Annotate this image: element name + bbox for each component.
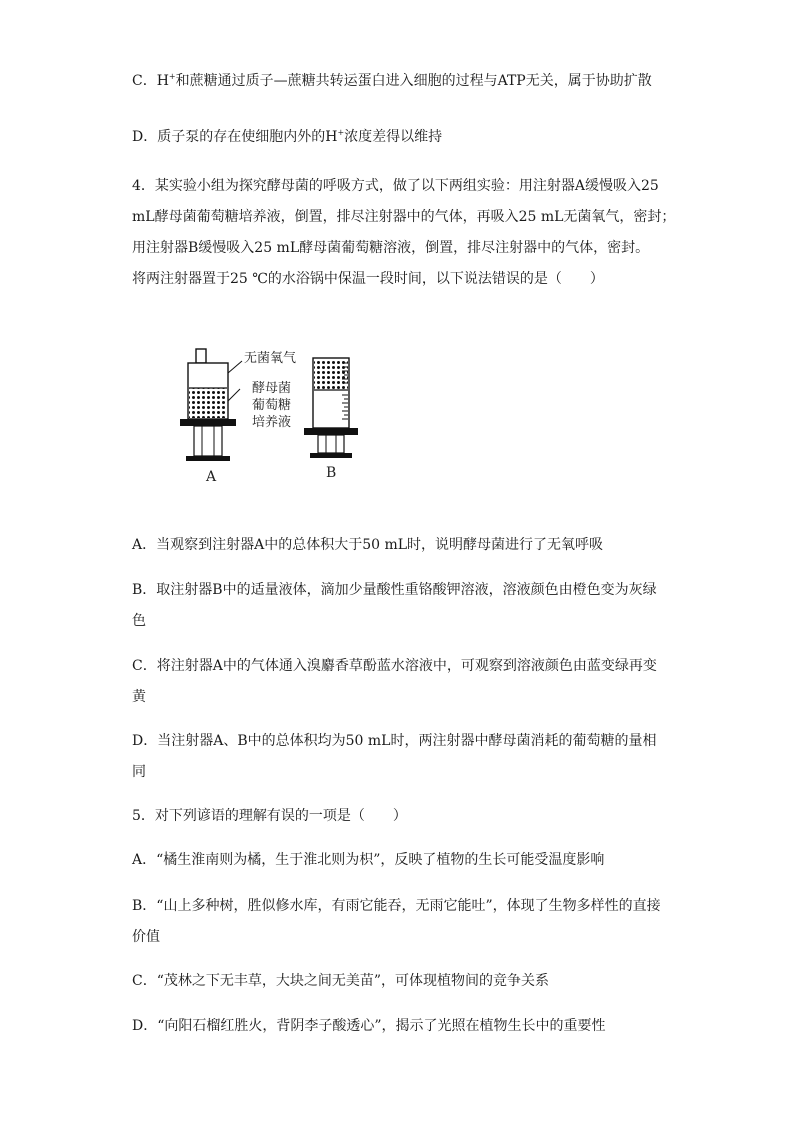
q3-option-d-part1: D．质子泵的存在使细胞内外的H — [132, 129, 338, 145]
q4-stem-line-2: mL酵母菌葡萄糖培养液，倒置，排尽注射器中的气体，再吸入25 mL无菌氧气，密封； — [132, 209, 676, 225]
q3-option-d — [132, 127, 442, 147]
syringe-a-plunger-head — [180, 419, 236, 426]
q4-stem-line-1: 4．某实验小组为探究酵母菌的呼吸方式，做了以下两组实验：用注射器A缓慢吸入25 — [132, 178, 659, 194]
q4-option-c-line-2: 黄 — [132, 689, 146, 705]
q3-option-c-sup: + — [168, 72, 176, 81]
q5-option-c: C．“茂林之下无丰草，大块之间无美苗”，可体现植物间的竞争关系 — [132, 973, 550, 989]
q5-option-b-line-1: B．“山上多种树，胜似修水库，有雨它能吞，无雨它能吐”，体现了生物多样性的直接 — [132, 898, 661, 914]
syringe-b-liquid — [314, 359, 348, 390]
q4-option-b-line-2: 色 — [132, 613, 146, 629]
q5-option-b-line-2: 价值 — [132, 929, 160, 945]
syringe-a — [180, 349, 236, 461]
label-liquid-2: 葡萄糖 — [252, 398, 292, 413]
label-b: B — [326, 465, 337, 481]
q3-option-c-part2: 和蔗糖通过质子—蔗糖共转运蛋白进入细胞的过程与ATP无关，属于协助扩散 — [175, 73, 652, 89]
label-oxygen: 无菌氧气 — [244, 351, 297, 366]
q3-option-d-sup: + — [337, 128, 345, 137]
syringe-a-liquid — [189, 388, 227, 418]
label-a: A — [206, 469, 217, 485]
q4-option-d-line-2: 同 — [132, 764, 146, 780]
q5-option-a: A．“橘生淮南则为橘，生于淮北则为枳”，反映了植物的生长可能受温度影响 — [132, 852, 605, 868]
q4-option-d-line-1: D．当注射器A、B中的总体积均为50 mL时，两注射器中酵母菌消耗的葡萄糖的量相 — [132, 733, 657, 749]
syringe-figure — [176, 345, 376, 485]
label-liquid-1: 酵母菌 — [252, 381, 292, 396]
q4-option-b-line-1: B．取注射器B中的适量液体，滴加少量酸性重铬酸钾溶液，溶液颜色由橙色变为灰绿 — [132, 582, 657, 598]
q3-option-c — [132, 71, 652, 91]
q3-option-d-part2: 浓度差得以维持 — [344, 129, 443, 145]
q4-stem-line-4: 将两注射器置于25 ℃的水浴锅中保温一段时间，以下说法错误的是（ ） — [132, 271, 604, 287]
label-liquid-3: 培养液 — [252, 415, 292, 430]
q5-stem: 5．对下列谚语的理解有误的一项是（ ） — [132, 808, 407, 824]
q3-option-c-part1: C．H — [132, 73, 169, 89]
syringe-b — [304, 358, 358, 458]
syringe-b-plunger-head — [304, 428, 358, 435]
q4-stem-line-3: 用注射器B缓慢吸入25 mL酵母菌葡萄糖溶液，倒置，排尽注射器中的气体，密封。 — [132, 240, 650, 256]
q4-option-a: A．当观察到注射器A中的总体积大于50 mL时，说明酵母菌进行了无氧呼吸 — [132, 537, 604, 553]
q5-option-d: D．“向阳石榴红胜火，背阴李子酸透心”，揭示了光照在植物生长中的重要性 — [132, 1018, 606, 1034]
q4-option-c-line-1: C．将注射器A中的气体通入溴麝香草酚蓝水溶液中，可观察到溶液颜色由蓝变绿再变 — [132, 658, 657, 674]
